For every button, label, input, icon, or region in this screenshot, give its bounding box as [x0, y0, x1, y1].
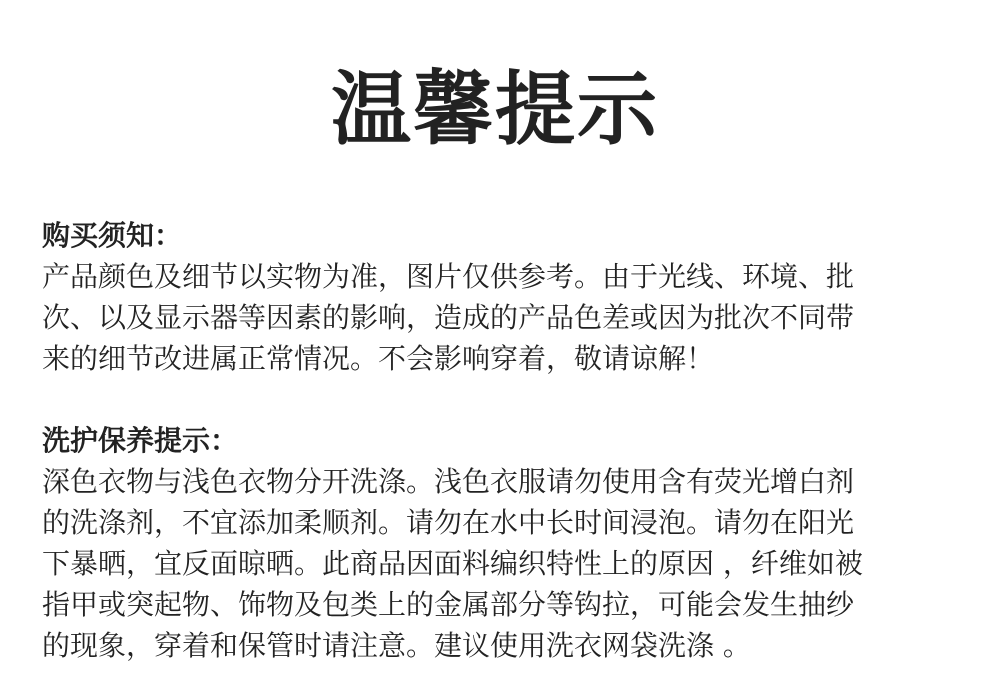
purchase-notice-heading: 购买须知：	[42, 219, 183, 252]
care-tips-heading: 洗护保养提示：	[42, 424, 239, 457]
purchase-notice-line: 来的细节改进属正常情况。不会影响穿着，敬请谅解！	[42, 342, 715, 375]
care-tips-line: 指甲或突起物、饰物及包类上的金属部分等钩拉，可能会发生抽纱	[42, 588, 855, 621]
purchase-notice-line: 次、以及显示器等因素的影响，造成的产品色差或因为批次不同带	[42, 301, 855, 334]
care-tips-line: 的洗涤剂，不宜添加柔顺剂。请勿在水中长时间浸泡。请勿在阳光	[42, 506, 855, 539]
purchase-notice-section	[42, 215, 942, 379]
care-tips-line: 的现象，穿着和保管时请注意。建议使用洗衣网袋洗涤 。	[42, 629, 751, 662]
care-tips-line: 下暴晒，宜反面晾晒。此商品因面料编织特性上的原因 ，纤维如被	[42, 547, 863, 580]
page-title: 温馨提示	[331, 63, 659, 156]
care-tips-section	[42, 420, 942, 666]
purchase-notice-line: 产品颜色及细节以实物为准，图片仅供参考。由于光线、环境、批	[42, 260, 855, 293]
care-tips-line: 深色衣物与浅色衣物分开洗涤。浅色衣服请勿使用含有荧光增白剂	[42, 465, 855, 498]
